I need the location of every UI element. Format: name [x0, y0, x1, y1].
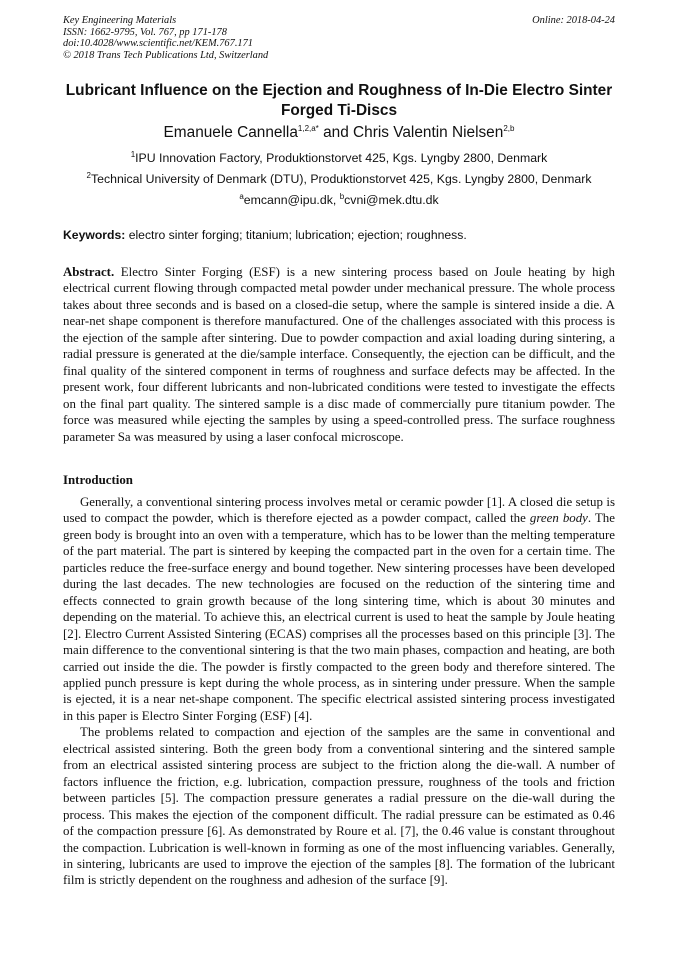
introduction-paragraph-1	[63, 494, 615, 724]
abstract-label: Abstract.	[63, 265, 115, 279]
issn-line: ISSN: 1662-9795, Vol. 767, pp 171-178	[63, 26, 227, 38]
author-2-affiliation: 2,b	[503, 123, 515, 133]
affiliation-1-mark: 1	[130, 149, 136, 159]
doi-line: doi:10.4028/www.scientific.net/KEM.767.171	[63, 38, 253, 50]
author-1-affiliation: 1,2,a*	[297, 123, 319, 133]
journal-header	[63, 15, 615, 61]
journal-name: Key Engineering Materials	[63, 15, 177, 26]
introduction-paragraph-2: The problems related to compaction and ejection of the samples are the same in conventional and electrical assisted sintering. Both the green body from a conventional sintering and the sintered sample from an electrical assisted sintering process are subject to the friction along the die-wall. A number of factors influence the friction, e.g. lubrication, compaction pressure, roughness of the tools and friction between particles [5]. The compaction pressure generates a radial pressure on the die-wall during the process. This makes the ejection of the component difficult. The radial pressure can be estimated as 0.46 of the compaction pressure [6]. As demonstrated by Roure et al. [7], the 0.46 value is constant throughout the compaction. Lubrication is well-known in forming as one of the most influencing variables. Generally, in sintering, lubricants are used to improve the ejection of the samples [8]. The formation of the lubricant film is strictly dependent on the roughness and adhesion of the surface [9].	[63, 725, 615, 888]
email-2[interactable]: cvni@mek.dtu.dk	[344, 193, 439, 207]
affiliation-2	[20, 172, 658, 186]
affiliation-1	[20, 151, 658, 165]
abstract-text: Electro Sinter Forging (ESF) is a new sintering process based on Joule heating by high electrical current flowing through compacted metal powder under mechanical pressure. The whole process takes about three seconds and is based on a closed-die setup, where the sample is sintered inside a die. A near-net shape component is therefore manufactured. One of the challenges associated with this process is the ejection of the sample after sintering. Due to powder compaction and axial loading during sintering, a radial pressure is generated at the die/sample interface. Consequently, the ejection can be difficult, and the final quality of the sintered component in terms of roughness and surface defects may be affected. In the present work, four different lubricants and non-lubricated conditions were tested to investigate the effects on the final part quality. The sintered sample is a disc made of commercially pure titanium powder. The force was measured while ejecting the samples by using a speed-controlled press. The surface roughness parameter Sa was measured by using a laser confocal microscope.	[63, 265, 615, 444]
email-1-mark: a	[239, 191, 244, 201]
introduction-heading: Introduction	[63, 473, 133, 487]
author-line	[40, 124, 638, 142]
author-1: Emanuele Cannella	[163, 124, 298, 141]
keywords-label: Keywords:	[63, 228, 126, 242]
keywords-text: electro sinter forging; titanium; lubrication; ejection; roughness.	[125, 228, 467, 242]
p1-emphasis: green body	[529, 511, 588, 526]
online-date: Online: 2018-04-24	[532, 15, 615, 26]
email-1[interactable]: emcann@ipu.dk,	[243, 193, 340, 207]
affiliation-2-text: Technical University of Denmark (DTU), Produktionstorvet 425, Kgs. Lyngby 2800, Denmark	[90, 172, 592, 186]
author-2: Chris Valentin Nielsen	[353, 124, 504, 141]
affiliation-2-mark: 2	[86, 170, 91, 180]
p1-part-a: Generally, a conventional sintering process involves metal or ceramic powder [1]. A closed die setup is used to compact the powder, which is therefore ejected as a powder compact, called the	[63, 495, 615, 526]
copyright-line: © 2018 Trans Tech Publications Ltd, Switzerland	[63, 49, 269, 61]
affiliation-1-text: IPU Innovation Factory, Produktionstorvet 425, Kgs. Lyngby 2800, Denmark	[135, 151, 548, 165]
email-2-mark: b	[339, 191, 345, 201]
p1-part-b: . The green body is brought into an oven with a temperature, which has to be lower than the melting temperature of the part material. The part is sintered by keeping the compacted part in the oven for a certain time. The particles reduce the free-surface energy and bound together. New sintering processes have been developed during the last decades. The new technologies are focused on the reduction of the sintering time and effects connected to grain growth because of the long sintering time, which is about 30 minutes and depending on the material. To achieve this, an electrical current is used to heat the sample by Joule heating [2]. Electro Current Assisted Sintering (ECAS) comprises all the processes based on this principle [3]. The main difference to the conventional sintering is that the two main phases, compaction and heating, are both carried out inside the die. The powder is firstly compacted to the green body and therefore sintered. The applied punch pressure is kept during the whole process, as in sintering under pressure. When the sample is ejected, it is a near net-shape component. The specific electrical assisted sintering process investigated in this paper is Electro Sinter Forging (ESF) [4].	[63, 511, 615, 723]
abstract	[63, 264, 615, 445]
keywords	[63, 228, 615, 242]
introduction-body	[63, 494, 615, 889]
author-separator: and	[318, 124, 354, 141]
email-line	[20, 193, 658, 207]
paper-title: Lubricant Influence on the Ejection and Roughness of In-Die Electro Sinter Forged Ti-Discs	[65, 82, 613, 119]
